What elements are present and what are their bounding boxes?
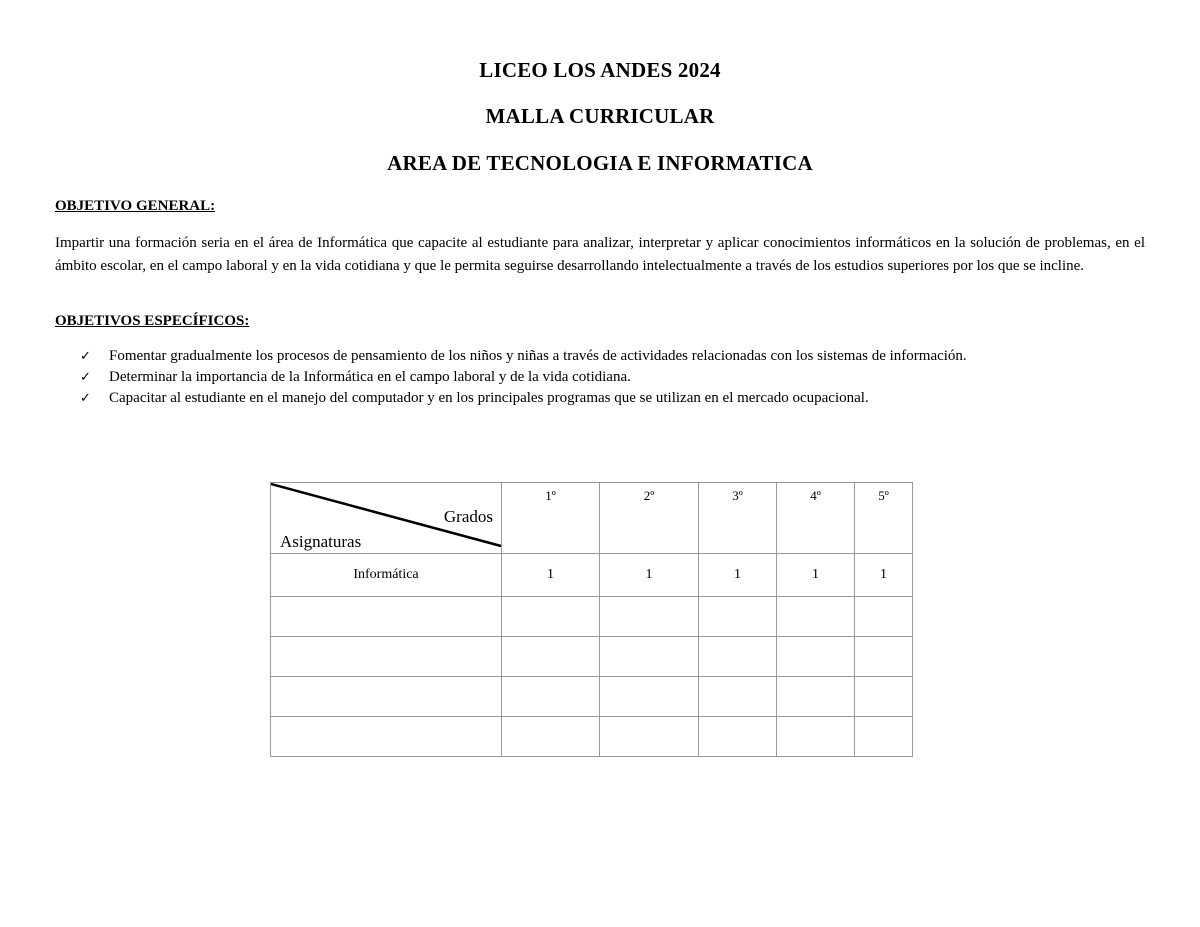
empty-cell bbox=[777, 637, 855, 677]
value-cell: 1 bbox=[855, 554, 913, 597]
table-row bbox=[271, 637, 913, 677]
checkmark-icon: ✓ bbox=[80, 349, 91, 364]
area-title: AREA DE TECNOLOGIA E INFORMATICA bbox=[387, 151, 813, 175]
table-corner-cell bbox=[271, 483, 502, 554]
empty-cell bbox=[271, 677, 502, 717]
grade-header: 1º bbox=[502, 483, 600, 554]
grade-header: 2º bbox=[600, 483, 699, 554]
list-item-text: Fomentar gradualmente los procesos de pensamiento de los niños y niñas a través de actividades relacionadas con los sistemas de información. bbox=[109, 348, 967, 364]
empty-cell bbox=[502, 717, 600, 757]
checkmark-icon: ✓ bbox=[80, 391, 91, 406]
document-title: MALLA CURRICULAR bbox=[485, 104, 715, 128]
list-item-text: Capacitar al estudiante en el manejo del computador y en los principales programas que se utilizan en el mercado ocupacional. bbox=[109, 390, 869, 406]
empty-cell bbox=[777, 677, 855, 717]
empty-cell bbox=[502, 597, 600, 637]
list-item bbox=[80, 346, 1145, 367]
table-row bbox=[271, 677, 913, 717]
table-row bbox=[271, 717, 913, 757]
grade-header: 3º bbox=[699, 483, 777, 554]
empty-cell bbox=[699, 717, 777, 757]
school-title: LICEO LOS ANDES 2024 bbox=[479, 58, 721, 82]
value-cell: 1 bbox=[699, 554, 777, 597]
empty-cell bbox=[600, 717, 699, 757]
empty-cell bbox=[855, 717, 913, 757]
table-row bbox=[271, 597, 913, 637]
grade-header: 4º bbox=[777, 483, 855, 554]
empty-cell bbox=[271, 637, 502, 677]
empty-cell bbox=[855, 677, 913, 717]
empty-cell bbox=[855, 637, 913, 677]
checkmark-icon: ✓ bbox=[80, 370, 91, 385]
empty-cell bbox=[271, 717, 502, 757]
list-item bbox=[80, 367, 1145, 388]
grade-header: 5º bbox=[855, 483, 913, 554]
empty-cell bbox=[699, 637, 777, 677]
subject-cell: Informática bbox=[271, 554, 502, 597]
general-objective-text: Impartir una formación seria en el área de Informática que capacite al estudiante para analizar, interpretar y aplicar conocimientos informáticos en la solución de problemas, en el ámbito escolar, en el campo laboral y en la vida cotidiana y que le permita seguirse desarrollando intelectualmente a través de los estudios superiores por los que se incline. bbox=[55, 235, 1145, 274]
empty-cell bbox=[600, 597, 699, 637]
table-row bbox=[271, 554, 913, 597]
grades-label: Grados bbox=[443, 507, 493, 526]
empty-cell bbox=[699, 677, 777, 717]
empty-cell bbox=[600, 637, 699, 677]
empty-cell bbox=[502, 677, 600, 717]
empty-cell bbox=[777, 717, 855, 757]
empty-cell bbox=[855, 597, 913, 637]
empty-cell bbox=[777, 597, 855, 637]
value-cell: 1 bbox=[777, 554, 855, 597]
empty-cell bbox=[502, 637, 600, 677]
general-objective-heading: OBJETIVO GENERAL: bbox=[55, 198, 216, 214]
empty-cell bbox=[271, 597, 502, 637]
empty-cell bbox=[699, 597, 777, 637]
value-cell: 1 bbox=[600, 554, 699, 597]
table-header-row bbox=[271, 483, 913, 554]
list-item-text: Determinar la importancia de la Informática en el campo laboral y de la vida cotidiana. bbox=[109, 369, 631, 385]
value-cell: 1 bbox=[502, 554, 600, 597]
specific-objectives-heading: OBJETIVOS ESPECÍFICOS: bbox=[55, 313, 250, 329]
subjects-label: Asignaturas bbox=[280, 532, 362, 551]
curriculum-table bbox=[270, 482, 913, 757]
empty-cell bbox=[600, 677, 699, 717]
specific-objectives-list bbox=[80, 346, 1145, 409]
list-item bbox=[80, 388, 1145, 409]
